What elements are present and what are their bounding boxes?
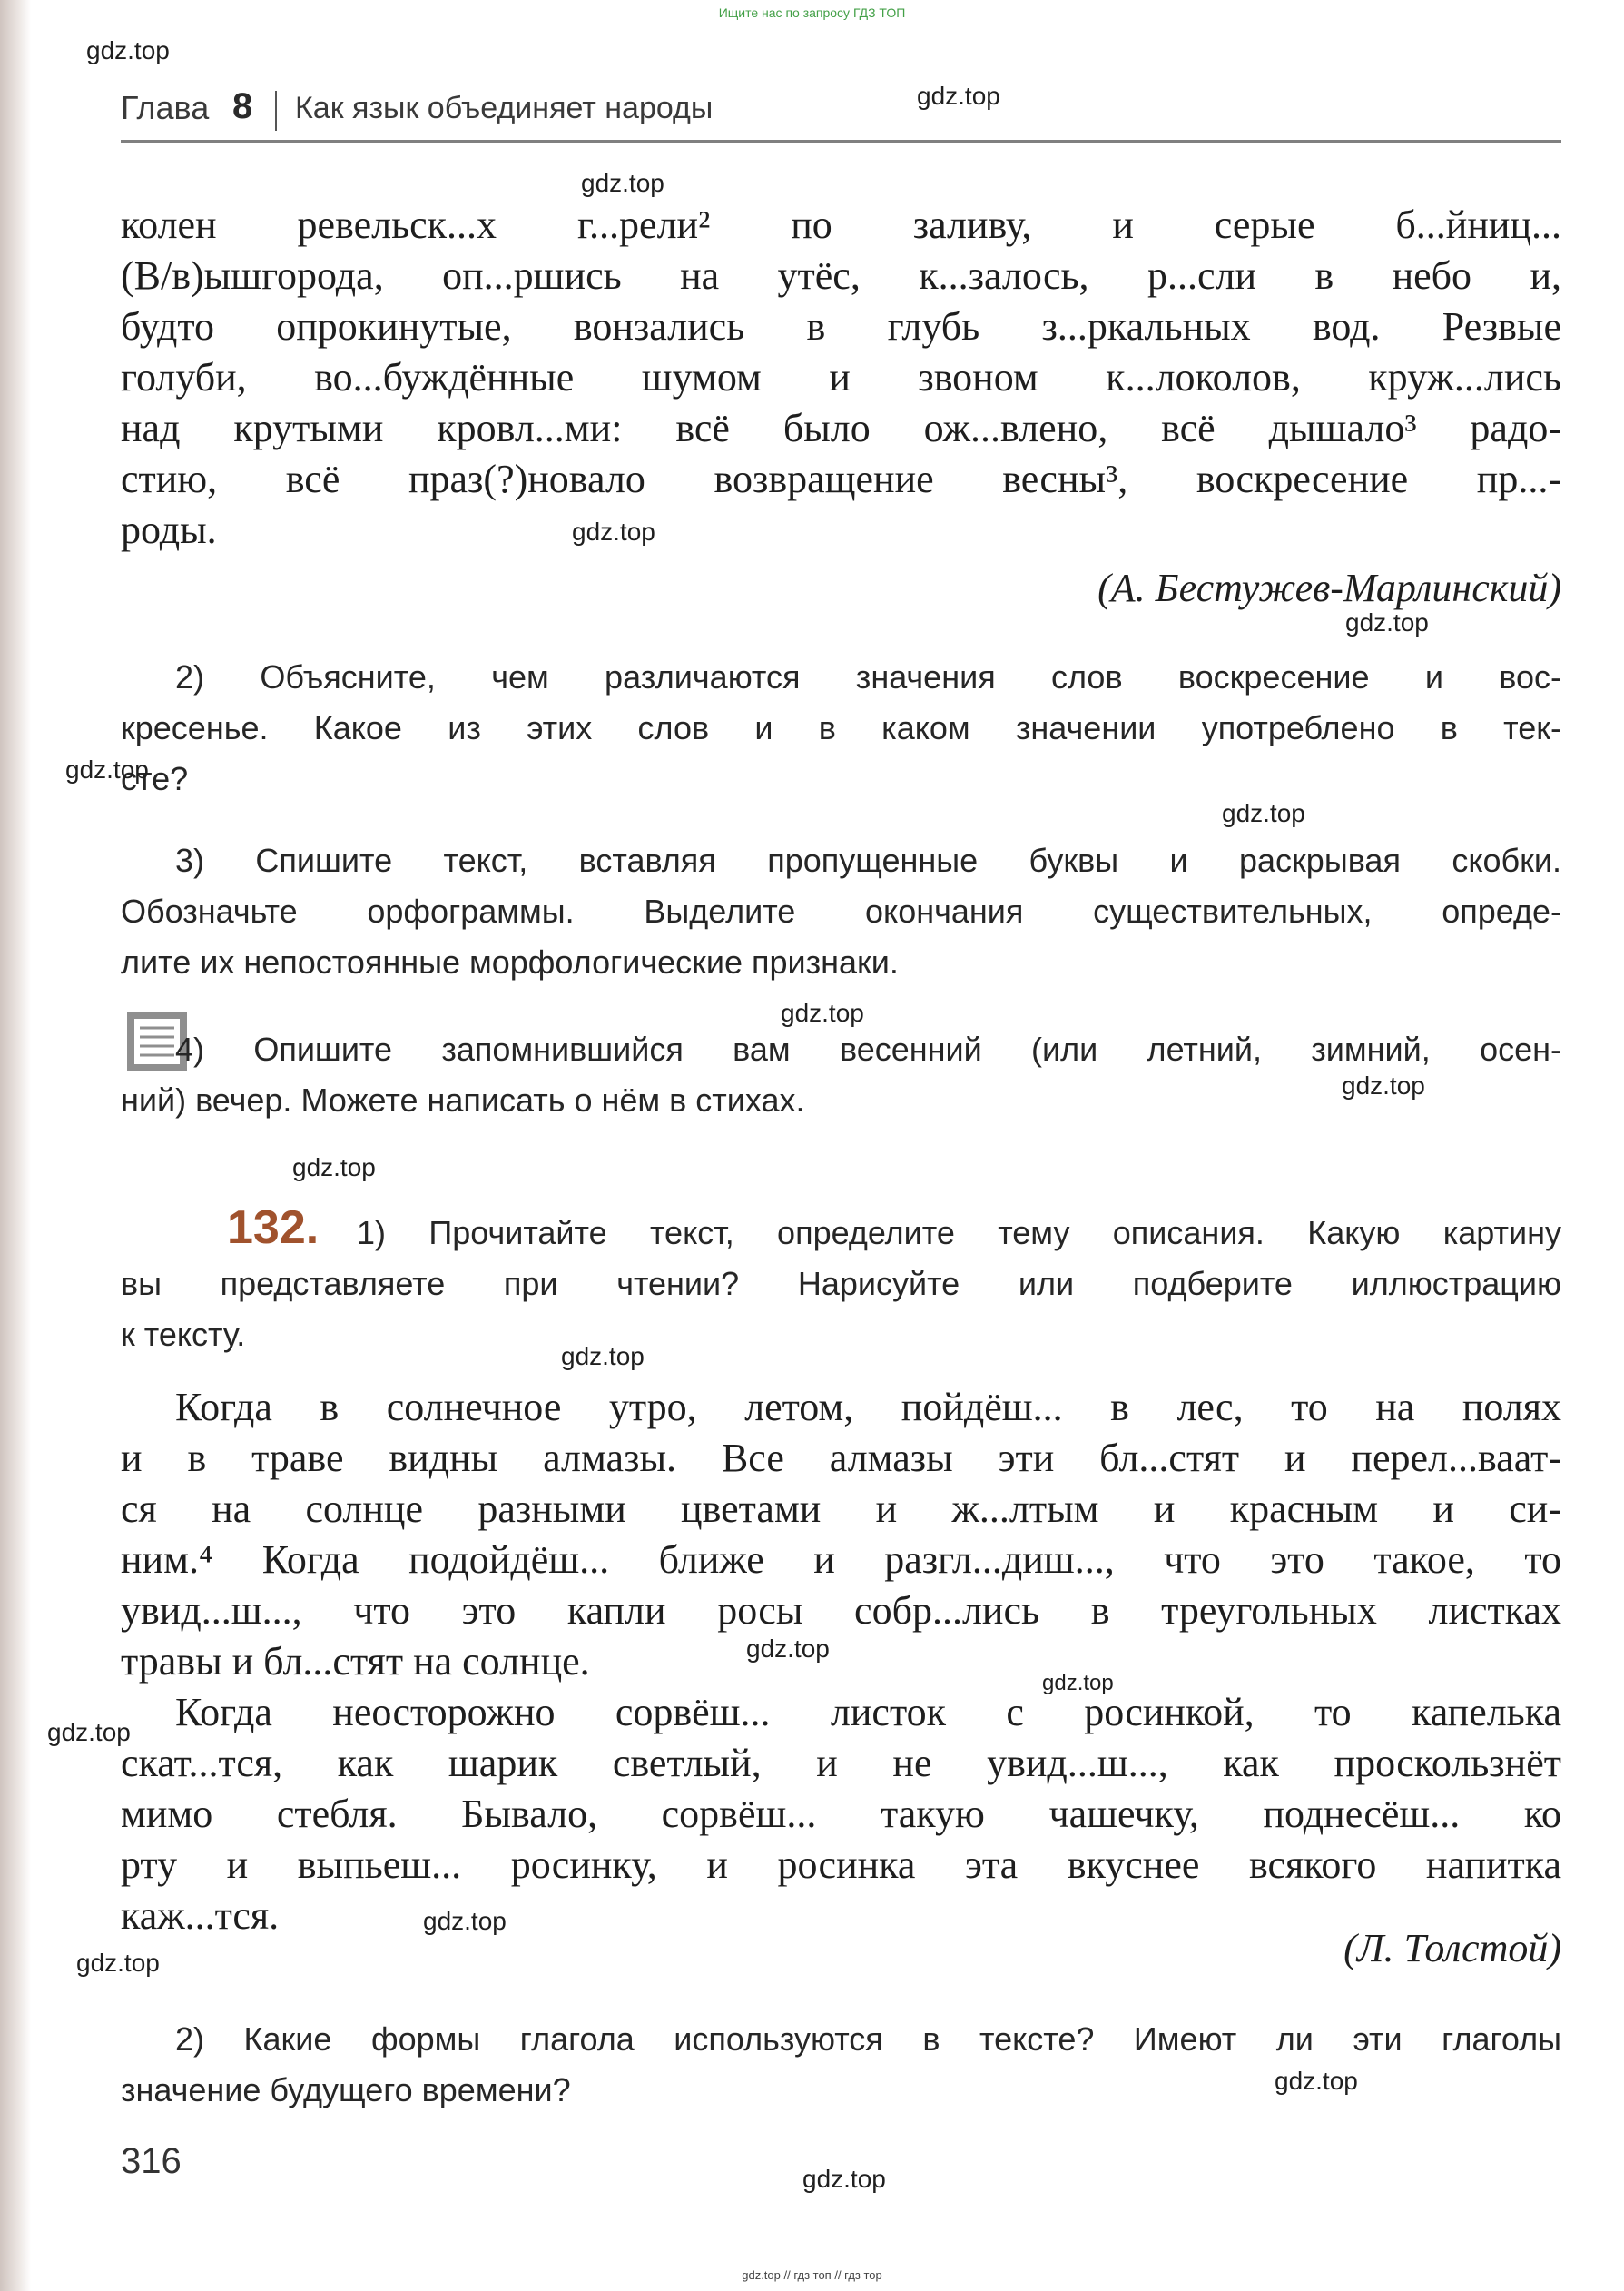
watermark: gdz.top <box>47 1718 131 1746</box>
task3-line: лите их непостоянные морфологические признаки. <box>121 943 899 981</box>
text1-line: колен ревельск...х г...рели² по заливу, и серые б...йниц... <box>121 202 1561 247</box>
text2-line: и в траве видны алмазы. Все алмазы эти бл...стят и перел...ваат- <box>121 1436 1561 1480</box>
task2-line: сте? <box>121 760 189 797</box>
watermark: gdz.top <box>65 755 149 784</box>
task2-line: 2) Объясните, чем различаются значения слов воскресение и вос- <box>175 658 1561 696</box>
watermark: gdz.top <box>1222 799 1305 827</box>
text2-line: рту и выпьеш... росинку, и росинка эта вкуснее всякого напитка <box>121 1842 1561 1887</box>
watermark: gdz.top <box>76 1949 160 1977</box>
watermark: gdz.top <box>1345 608 1429 637</box>
watermark: gdz.top <box>917 82 1000 110</box>
watermark: gdz.top <box>581 169 664 197</box>
header-separator <box>275 91 277 131</box>
watermark: gdz.top <box>802 2165 886 2193</box>
text1-line: над крутыми кровл...ми: всё было ож...влено, всё дышало³ радо- <box>121 406 1561 450</box>
task2-line: кресенье. Какое из этих слов и в каком значении употреблено в тек- <box>121 709 1561 746</box>
text2-line: Когда неосторожно сорвёш... листок с росинкой, то капелька <box>175 1690 1561 1734</box>
watermark: gdz.top <box>781 999 864 1027</box>
page-edge-shadow <box>0 0 31 2291</box>
text1-line: стию, всё праз(?)новало возвращение весны³, воскресение пр...- <box>121 457 1561 501</box>
text2-line: скат...тся, как шарик светлый, и не увид...ш..., как проскользнёт <box>121 1741 1561 1785</box>
watermark: gdz.top <box>572 518 655 546</box>
text2-line: Когда в солнечное утро, летом, пойдёш... в лес, то на полях <box>175 1385 1561 1429</box>
task3-line: 3) Спишите текст, вставляя пропущенные буквы и раскрывая скобки. <box>175 842 1561 879</box>
watermark: gdz.top <box>1042 1671 1114 1695</box>
chapter-label: Глава <box>121 89 210 126</box>
task4-line: 4) Опишите запомнившийся вам весенний (или летний, зимний, осен- <box>175 1031 1561 1068</box>
page-number: 316 <box>121 2141 182 2181</box>
exercise-intro-line: к тексту. <box>121 1316 246 1353</box>
watermark: gdz.top <box>1342 1071 1425 1100</box>
top-notice: Ищите нас по запросу ГДЗ ТОП <box>718 5 906 20</box>
watermark: gdz.top <box>746 1634 830 1663</box>
chapter-title: Как язык объединяет народы <box>295 91 714 125</box>
text1-line: (В/в)ышгорода, оп...ршись на утёс, к...залось, р...сли в небо и, <box>121 253 1561 298</box>
text2-line: мимо стебля. Бывало, сорвёш... такую чашечку, поднесёш... ко <box>121 1792 1561 1836</box>
watermark: gdz.top <box>86 36 170 64</box>
text2-author: (Л. Толстой) <box>1343 1926 1561 1970</box>
task3-line: Обозначьте орфограммы. Выделите окончания существительных, опреде- <box>121 893 1561 930</box>
exercise-intro-line: вы представляете при чтении? Нарисуйте или подберите иллюстрацию <box>121 1265 1561 1302</box>
watermark: gdz.top <box>561 1342 645 1370</box>
task5-line: 2) Какие формы глагола используются в тексте? Имеют ли эти глаголы <box>175 2020 1561 2058</box>
watermark: gdz.top <box>423 1907 507 1935</box>
task5-line: значение будущего времени? <box>121 2071 571 2108</box>
text1-line: роды. <box>121 508 217 552</box>
text2-line: ся на солнце разными цветами и ж...лтым и красным и си- <box>121 1486 1561 1531</box>
text1-author: (А. Бестужев-Марлинский) <box>1097 566 1561 610</box>
chapter-header <box>121 86 1561 143</box>
watermark: gdz.top <box>292 1153 376 1181</box>
exercise-intro-line: 1) Прочитайте текст, определите тему описания. Какую картину <box>357 1214 1561 1251</box>
bottom-notice: gdz.top // гдз топ // гдз тор <box>742 2268 882 2282</box>
exercise-number: 132. <box>227 1201 320 1254</box>
task4-line: ний) вечер. Можете написать о нём в стихах. <box>121 1081 805 1119</box>
text2-line: ним.⁴ Когда подойдёш... ближе и разгл...диш..., что это такое, то <box>121 1537 1561 1582</box>
text1-line: будто опрокинутые, вонзались в глубь з...ркальных вод. Резвые <box>121 304 1561 349</box>
text2-line: увид...ш..., что это капли росы собр...лись в треугольных листках <box>121 1588 1561 1633</box>
text1-line: голуби, во...буждённые шумом и звоном к...локолов, круж...лись <box>121 355 1561 400</box>
watermark: gdz.top <box>1275 2067 1358 2095</box>
text2-line: каж...тся. <box>121 1893 280 1938</box>
chapter-number: 8 <box>232 86 253 126</box>
text2-line: травы и бл...стят на солнце. <box>121 1639 590 1684</box>
